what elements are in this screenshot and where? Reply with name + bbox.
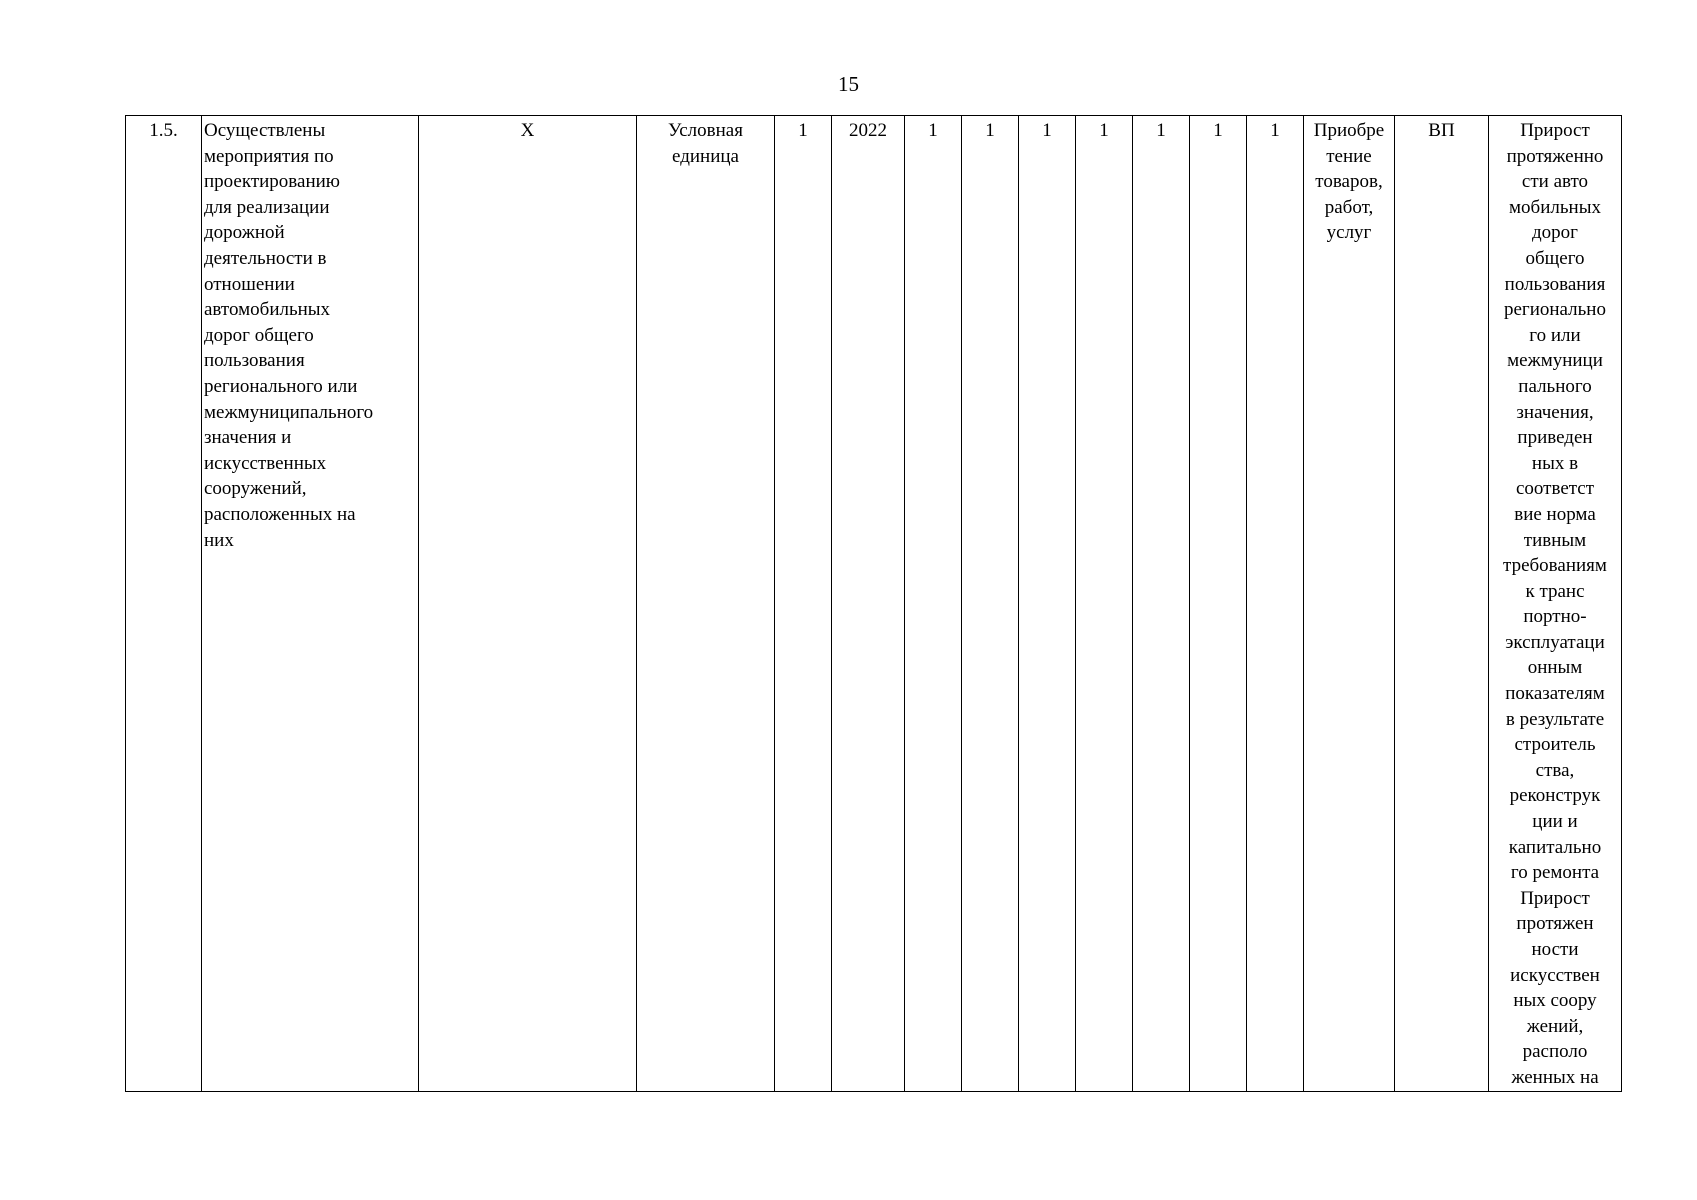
result-line: ции и xyxy=(1532,811,1578,833)
base-year: 2022 xyxy=(849,120,887,141)
year-value: 1 xyxy=(928,120,938,141)
description-line: межмуниципального xyxy=(204,401,374,423)
result-line: вие норма xyxy=(1514,503,1596,525)
year-value-cell xyxy=(962,116,1019,1092)
result-line: в результате xyxy=(1505,708,1605,730)
result-line: искусствен xyxy=(1510,964,1600,986)
type-line: товаров, xyxy=(1315,171,1383,193)
unit-cell xyxy=(637,116,775,1092)
result-line: ных в xyxy=(1531,452,1579,474)
description-line: дорог общего xyxy=(204,324,314,346)
year-value-cell xyxy=(1076,116,1133,1092)
type-line: Приобре xyxy=(1313,120,1385,141)
result-line: сти авто xyxy=(1521,171,1589,193)
result-line: протяжен xyxy=(1516,913,1594,935)
year-value: 1 xyxy=(1213,120,1223,141)
description-cell xyxy=(202,116,419,1092)
year-value: 1 xyxy=(1156,120,1166,141)
result-line: соответст xyxy=(1515,478,1595,500)
description-line: Осуществлены xyxy=(204,120,326,141)
result-line: регионально xyxy=(1504,299,1606,321)
type-line: тение xyxy=(1326,145,1372,167)
result-line: пользования xyxy=(1504,273,1606,295)
year-value: 1 xyxy=(985,120,995,141)
year-value: 1 xyxy=(1099,120,1109,141)
year-value-cell xyxy=(1247,116,1304,1092)
description-line: для реализации xyxy=(204,196,330,218)
description-line: автомобильных xyxy=(204,299,331,321)
unit-line: единица xyxy=(672,145,739,167)
page-number: 15 xyxy=(838,72,859,96)
type-line: работ, xyxy=(1324,196,1374,218)
row-number: 1.5. xyxy=(149,120,178,141)
description-line: мероприятия по xyxy=(204,145,334,167)
type-line: услуг xyxy=(1326,222,1372,244)
year-value-cell xyxy=(1019,116,1076,1092)
result-line: протяженно xyxy=(1506,145,1604,167)
description-line: пользования xyxy=(204,350,305,372)
result-line: значения, xyxy=(1516,401,1594,423)
result-line: жений, xyxy=(1526,1015,1584,1037)
mark-value: Х xyxy=(520,120,535,141)
year-value: 1 xyxy=(1270,120,1280,141)
description-line: расположенных на xyxy=(204,503,356,525)
year-value-cell xyxy=(905,116,962,1092)
description-line: регионального или xyxy=(204,375,358,397)
result-line: ства, xyxy=(1535,759,1575,781)
result-cell xyxy=(1489,116,1622,1092)
result-line: располо xyxy=(1522,1041,1588,1063)
result-line: тивным xyxy=(1523,529,1587,551)
description-line: значения и xyxy=(204,427,292,449)
result-line: строитель xyxy=(1514,734,1596,756)
table-row xyxy=(126,116,1622,1092)
result-line: Прирост xyxy=(1520,887,1590,909)
description-line: деятельности в xyxy=(204,247,327,269)
description-line: искусственных xyxy=(204,452,327,474)
result-line: показателям xyxy=(1505,683,1605,705)
code-value: ВП xyxy=(1428,120,1455,141)
indicator-table xyxy=(125,115,1622,1092)
result-line: ности xyxy=(1531,939,1579,960)
result-line: пального xyxy=(1518,375,1592,397)
result-line: ных соору xyxy=(1513,990,1597,1012)
result-line: приведен xyxy=(1517,427,1593,449)
base-year-cell xyxy=(832,116,905,1092)
description-line: них xyxy=(204,529,234,551)
description-line: дорожной xyxy=(204,222,285,244)
code-cell xyxy=(1395,116,1489,1092)
result-line: межмуници xyxy=(1507,350,1603,372)
mark-cell xyxy=(419,116,637,1092)
base-value: 1 xyxy=(798,120,808,141)
result-line: дорог xyxy=(1532,222,1578,244)
type-cell xyxy=(1304,116,1395,1092)
result-line: портно- xyxy=(1523,606,1587,628)
result-line: к транс xyxy=(1525,580,1585,602)
result-line: эксплуатаци xyxy=(1505,631,1605,653)
result-line: общего xyxy=(1525,247,1585,269)
description-line: отношении xyxy=(204,273,295,295)
base-value-cell xyxy=(775,116,832,1092)
result-line: Прирост xyxy=(1520,120,1590,141)
row-number-cell xyxy=(126,116,202,1092)
description-line: сооружений, xyxy=(204,478,307,500)
result-line: женных на xyxy=(1511,1066,1599,1088)
result-line: го или xyxy=(1529,324,1581,346)
unit-line: Условная xyxy=(668,120,743,141)
result-line: реконструк xyxy=(1509,785,1601,807)
result-line: го ремонта xyxy=(1510,862,1600,884)
year-value-cell xyxy=(1133,116,1190,1092)
description-line: проектированию xyxy=(204,171,340,193)
year-value: 1 xyxy=(1042,120,1052,141)
result-line: мобильных xyxy=(1509,196,1601,218)
result-line: требованиям xyxy=(1503,555,1607,577)
result-line: онным xyxy=(1527,657,1583,679)
year-value-cell xyxy=(1190,116,1247,1092)
result-line: капитально xyxy=(1508,836,1602,858)
